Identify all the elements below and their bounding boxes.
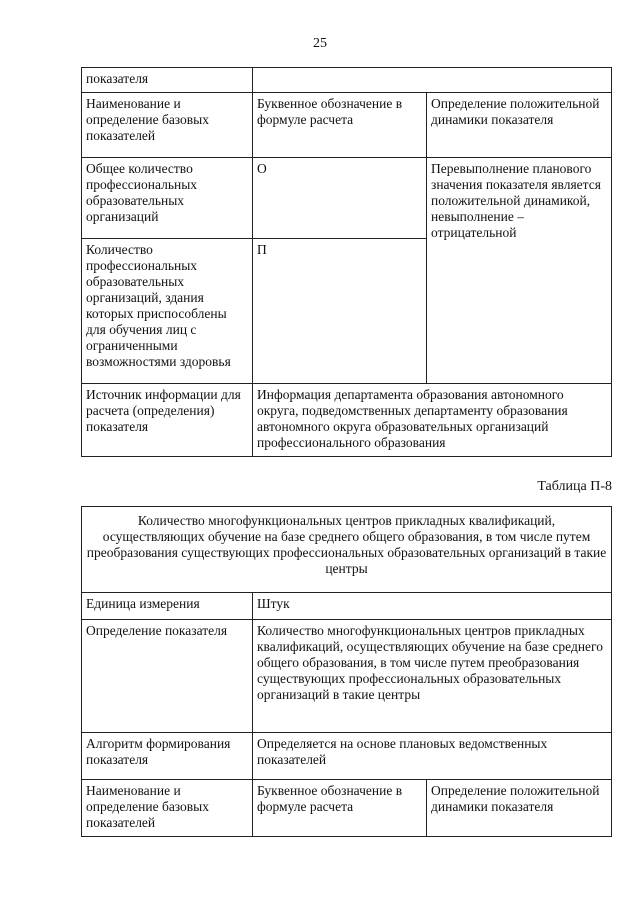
cell-unit-label: Единица измерения [82, 593, 253, 620]
cell-empty [253, 68, 612, 93]
header-base-indicators: Наименование и определение базовых показателей [82, 93, 253, 158]
cell-indicator-name: Общее количество профессиональных образовательных организаций [82, 158, 253, 239]
cell-unit-value: Штук [253, 593, 612, 620]
cell-letter: П [253, 239, 427, 384]
indicator-table-p8 [81, 506, 612, 837]
table-title-row [82, 507, 612, 593]
cell-algorithm-label: Алгоритм формирования показателя [82, 733, 253, 780]
header-positive-dynamics: Определение положительной динамики показателя [427, 780, 612, 837]
indicator-title: Количество многофункциональных центров прикладных квалификаций, осуществляющих обучение на базе среднего общего образования, в том числе путем преобразования существующих профессиональных образовательных организаций в такие центры [82, 507, 612, 593]
cell-source-value: Информация департамента образования автономного округа, подведомственных департаменту образования автономного округа образовательных организаций профессионального образования [253, 384, 612, 457]
header-letter-designation: Буквенное обозначение в формуле расчета [253, 780, 427, 837]
page-number: 25 [313, 36, 327, 51]
cell-continued-text: показателя [82, 68, 253, 93]
table-header-row [82, 93, 612, 158]
cell-indicator-name: Количество профессиональных образовательных организаций, здания которых приспособлены для обучения лиц с ограниченными возможностями здоровья [82, 239, 253, 384]
header-letter-designation: Буквенное обозначение в формуле расчета [253, 93, 427, 158]
table-row [82, 384, 612, 457]
table-row [82, 593, 612, 620]
table-row [82, 733, 612, 780]
table-row [82, 68, 612, 93]
table-caption: Таблица П-8 [537, 479, 612, 494]
cell-definition-label: Определение показателя [82, 620, 253, 733]
cell-definition-value: Количество многофункциональных центров прикладных квалификаций, осуществляющих обучение на базе среднего общего образования, в том числе путем преобразования существующих профессиональных образовательных организаций в такие центры [253, 620, 612, 733]
table-row [82, 158, 612, 239]
cell-dynamics: Перевыполнение планового значения показателя является положительной динамикой, невыполнение – отрицательной [427, 158, 612, 384]
cell-letter: О [253, 158, 427, 239]
cell-algorithm-value: Определяется на основе плановых ведомственных показателей [253, 733, 612, 780]
header-positive-dynamics: Определение положительной динамики показателя [427, 93, 612, 158]
header-base-indicators: Наименование и определение базовых показателей [82, 780, 253, 837]
table-row [82, 620, 612, 733]
indicator-table-continued [81, 67, 612, 457]
table-header-row [82, 780, 612, 837]
cell-source-label: Источник информации для расчета (определения) показателя [82, 384, 253, 457]
